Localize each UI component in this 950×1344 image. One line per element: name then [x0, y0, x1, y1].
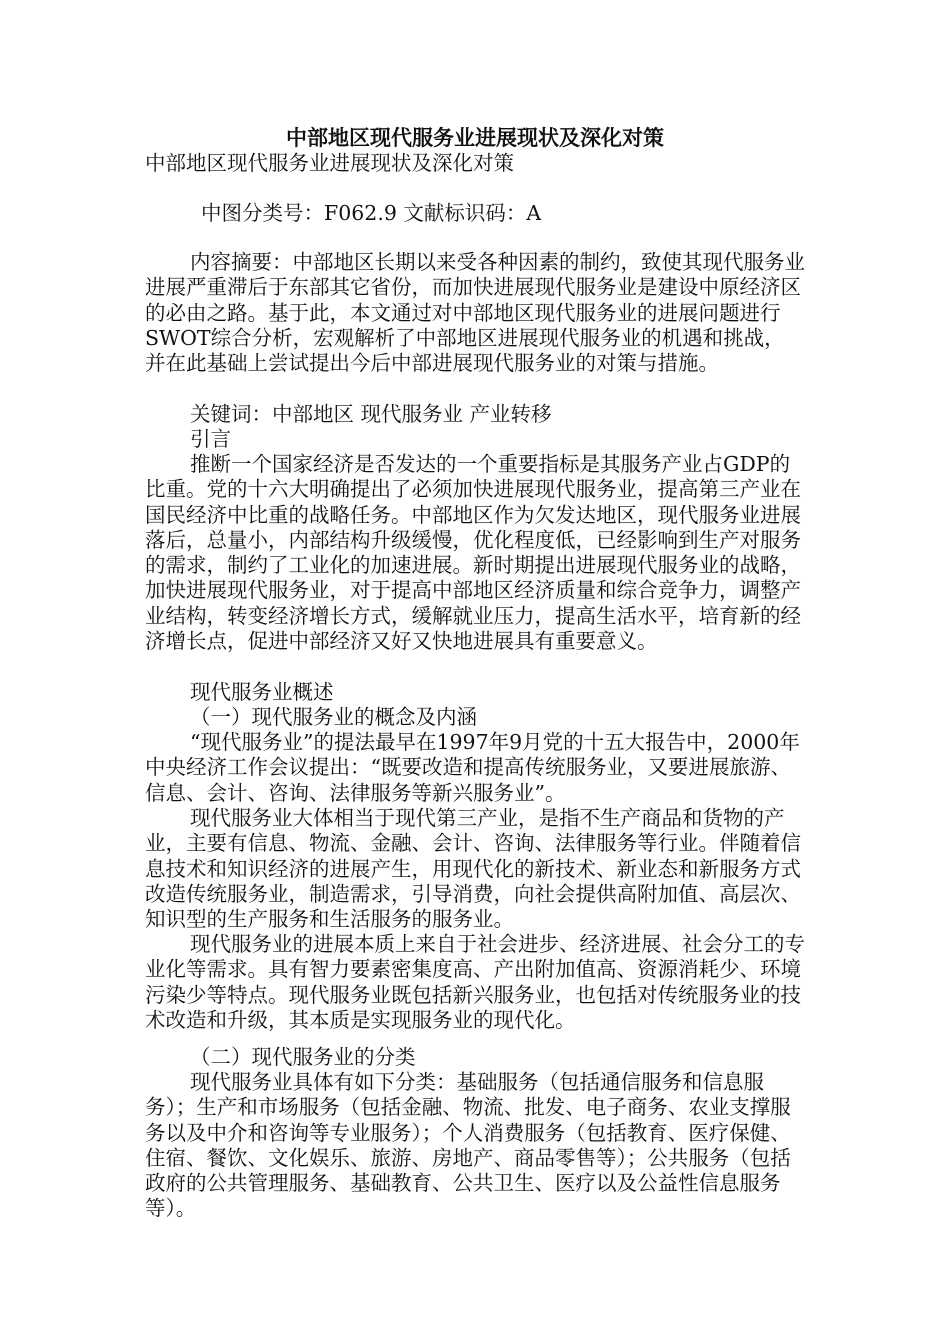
- paragraph-essence: 现代服务业的进展本质上来自于社会进步、经济进展、社会分工的专业化等需求。具有智力要素密集度高、产出附加值高、资源消耗少、环境污染少等特点。现代服务业既包括新兴服务业，也包括对传统服务业的技术改造和升级，其本质是实现服务业的现代化。: [145, 932, 805, 1032]
- paragraph-concept-origin: “现代服务业”的提法最早在1997年9月党的十五大报告中，2000年中央经济工作会议提出：“既要改造和提高传统服务业，又要进展旅游、信息、会计、咨询、法律服务等新兴服务业”。: [145, 730, 800, 805]
- abstract-paragraph: 内容摘要：中部地区长期以来受各种因素的制约，致使其现代服务业进展严重滞后于东部其它省份，而加快进展现代服务业是建设中原经济区的必由之路。基于此，本文通过对中部地区现代服务业的进展问题进行SWOT综合分析，宏观解析了中部地区进展现代服务业的机遇和挑战，并在此基础上尝试提出今后中部进展现代服务业的对策与措施。: [145, 250, 805, 376]
- paragraph-definition: 现代服务业大体相当于现代第三产业，是指不生产商品和货物的产业，主要有信息、物流、金融、会计、咨询、法律服务等行业。伴随着信息技术和知识经济的进展产生，用现代化的新技术、新业态和新服务方式改造传统服务业，制造需求，引导消费，向社会提供高附加值、高层次、知识型的生产服务和生活服务的服务业。: [145, 806, 801, 932]
- keywords-line: 关键词：中部地区 现代服务业 产业转移: [190, 402, 552, 426]
- subsection-heading-concept: （一）现代服务业的概念及内涵: [190, 705, 477, 729]
- intro-heading: 引言: [190, 427, 231, 451]
- subsection-heading-classification: （二）现代服务业的分类: [190, 1045, 416, 1069]
- document-title: 中部地区现代服务业进展现状及深化对策: [286, 126, 664, 150]
- paragraph-classification: 现代服务业具体有如下分类：基础服务（包括通信服务和信息服务）；生产和市场服务（包括金融、物流、批发、电子商务、农业支撑服务以及中介和咨询等专业服务）；个人消费服务（包括教育、医疗保健、住宿、餐饮、文化娱乐、旅游、房地产、商品零售等）；公共服务（包括政府的公共管理服务、基础教育、公共卫生、医疗以及公益性信息服务等）。: [145, 1070, 791, 1221]
- classification-line: 中图分类号：F062.9 文献标识码：A: [201, 201, 542, 225]
- section-heading-overview: 现代服务业概述: [190, 680, 334, 704]
- document-subtitle: 中部地区现代服务业进展现状及深化对策: [145, 151, 514, 175]
- intro-paragraph: 推断一个国家经济是否发达的一个重要指标是其服务产业占GDP的比重。党的十六大明确提出了必须加快进展现代服务业，提高第三产业在国民经济中比重的战略任务。中部地区作为欠发达地区，现代服务业进展落后，总量小，内部结构升级缓慢，优化程度低，已经影响到生产对服务的需求，制约了工业化的加速进展。新时期提出进展现代服务业的战略，加快进展现代服务业，对于提高中部地区经济质量和综合竞争力，调整产业结构，转变经济增长方式，缓解就业压力，提高生活水平，培育新的经济增长点，促进中部经济又好又快地进展具有重要意义。: [145, 452, 801, 654]
